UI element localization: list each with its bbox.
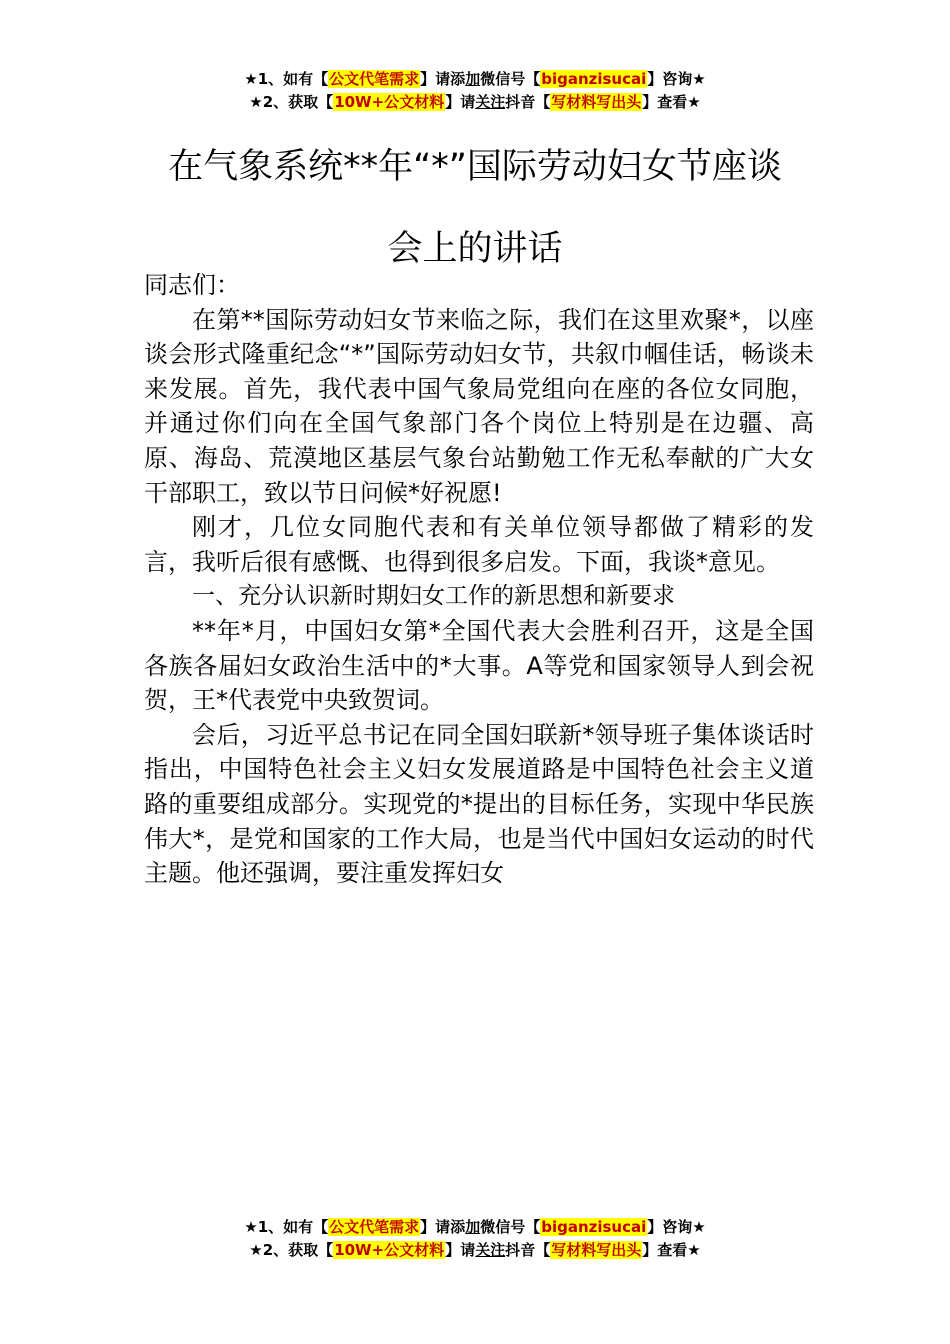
paragraph: 在第**国际劳动妇女节来临之际，我们在这里欢聚*，以座谈会形式隆重纪念“*”国际劳动妇女节，共叙巾帼佳话，畅谈未来发展。首先，我代表中国气象局党组向在座的各位女同胞，并通过你们向在全国气象部门各个岗位上特别是在边疆、高原、海岛、荒漠地区基层气象台站勤勉工作无私奉献的广大女干部职工，致以节日问候*好祝愿!	[144, 305, 814, 507]
promo-text: 微信号【	[480, 70, 541, 88]
paragraph: 刚才，几位女同胞代表和有关单位领导都做了精彩的发言，我听后很有感慨、也得到很多启发。下面，我谈*意见。	[144, 513, 814, 576]
promo-text: 抖音【	[505, 1241, 551, 1259]
promo-text: 】请添	[420, 1218, 466, 1236]
promo-text: 】咨询★	[647, 1218, 706, 1236]
promo-line-2	[0, 1239, 950, 1262]
promo-text: 关注	[475, 93, 506, 111]
promo-banner-bottom	[0, 1216, 950, 1262]
promo-highlight: 写材料写出头	[551, 1241, 642, 1259]
document-body	[144, 268, 814, 891]
paragraph: 会后，习近平总书记在同全国妇联新*领导班子集体谈话时指出，中国特色社会主义妇女发展道路是中国特色社会主义道路的重要组成部分。实现党的*提出的目标任务，实现中华民族伟大*，是党和国家的工作大局，也是当代中国妇女运动的时代主题。他还强调，要注重发挥妇女	[144, 720, 814, 888]
promo-text: ★2、获取【	[249, 1241, 334, 1259]
promo-line-1	[0, 1216, 950, 1239]
title-line-1: 在气象系统**年“*”国际劳动妇女节座谈	[168, 147, 782, 187]
promo-text: 】请	[445, 93, 476, 111]
promo-highlight: 10W+公文材料	[334, 1241, 445, 1259]
promo-text: 】咨询★	[647, 70, 706, 88]
promo-highlight: 10W+公文材料	[334, 93, 445, 111]
promo-text: ★2、获取【	[249, 93, 334, 111]
promo-text: ★1、如有【	[244, 70, 329, 88]
promo-text: 】查看★	[642, 93, 701, 111]
promo-text: 】查看★	[642, 1241, 701, 1259]
promo-highlight: 公文代笔需求	[329, 70, 420, 88]
promo-line-1	[0, 68, 950, 91]
promo-text: 加	[465, 1218, 481, 1236]
promo-banner-top	[0, 68, 950, 114]
promo-highlight: biganzisucai	[541, 70, 647, 88]
paragraph: **年*月，中国妇女第*全国代表大会胜利召开，这是全国各族各届妇女政治生活中的*大事。A等党和国家领导人到会祝贺，王*代表党中央致贺词。	[144, 616, 814, 715]
promo-line-2	[0, 91, 950, 114]
promo-highlight: 写材料写出头	[551, 93, 642, 111]
document-title	[120, 126, 830, 290]
promo-highlight: biganzisucai	[541, 1218, 647, 1236]
section-heading: 一、充分认识新时期妇女工作的新思想和新要求	[192, 583, 675, 610]
promo-text: 微信号【	[480, 1218, 541, 1236]
promo-text: ★1、如有【	[244, 1218, 329, 1236]
title-line-2: 会上的讲话	[387, 229, 563, 269]
salutation: 同志们：	[144, 271, 240, 299]
promo-text: 】请添	[420, 70, 466, 88]
promo-highlight: 公文代笔需求	[329, 1218, 420, 1236]
promo-text: 抖音【	[505, 93, 551, 111]
promo-text: 关注	[475, 1241, 506, 1259]
promo-text: 】请	[445, 1241, 476, 1259]
promo-text: 加	[465, 70, 481, 88]
